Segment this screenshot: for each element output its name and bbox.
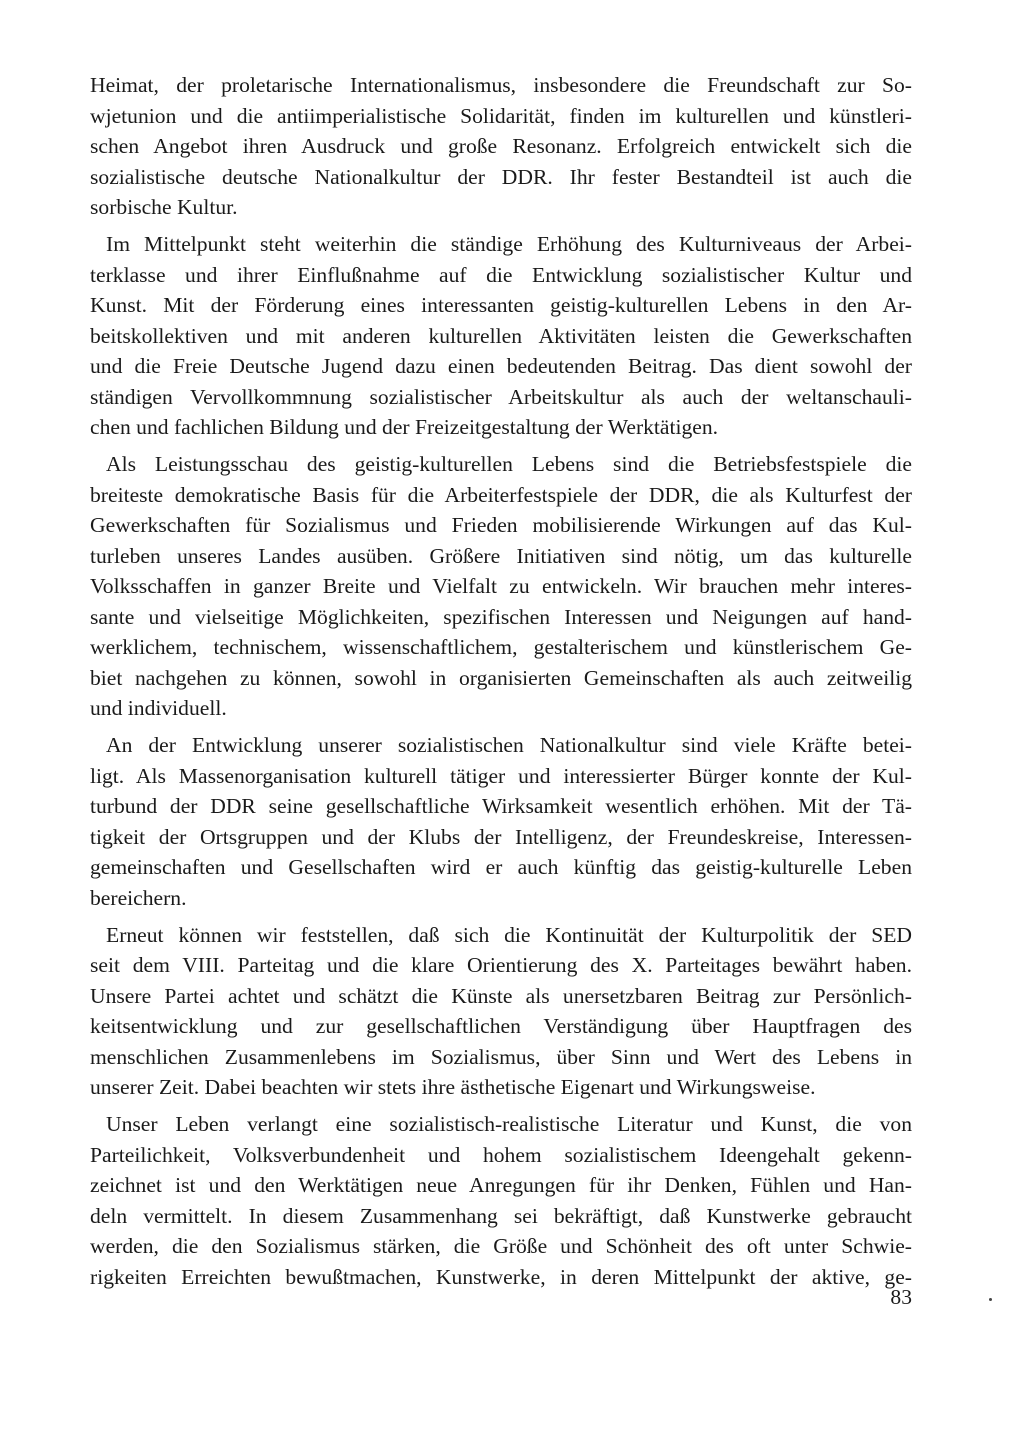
- text-line: biet nachgehen zu können, sowohl in organisierten Gemeinschaften als auch zeitweilig: [90, 665, 912, 690]
- text-line: terklasse und ihrer Einflußnahme auf die Entwicklung sozialistischer Kultur und: [90, 262, 912, 287]
- page-number: 83: [890, 1285, 912, 1309]
- paragraph: [90, 229, 912, 443]
- document-body: [90, 70, 912, 1292]
- paragraph: [90, 920, 912, 1103]
- text-line: turbund der DDR seine gesellschaftliche Wirksamkeit wesentlich erhöhen. Mit der Tä-: [90, 794, 912, 818]
- text-line: und die Freie Deutsche Jugend dazu einen bedeutenden Beitrag. Das dient sowohl der: [90, 354, 912, 378]
- text-line: An der Entwicklung unserer sozialistischen Nationalkultur sind viele Kräfte betei-: [106, 733, 912, 757]
- text-line: keitsentwicklung und zur gesellschaftlichen Verständigung über Hauptfragen des: [90, 1014, 912, 1038]
- paragraph: [90, 1109, 912, 1292]
- text-line: chen und fachlichen Bildung und der Freizeitgestaltung der Werktätigen.: [90, 415, 719, 439]
- text-line: bereichern.: [90, 885, 187, 910]
- text-line: gemeinschaften und Gesellschaften wird er auch künftig das geistig-kulturelle Leben: [90, 855, 912, 879]
- text-line: werklichem, technischem, wissenschaftlichem, gestalterischem und künstlerischem Ge-: [90, 635, 912, 659]
- text-line: unserer Zeit. Dabei beachten wir stets ihre ästhetische Eigenart und Wirkungsweise.: [90, 1075, 816, 1099]
- text-line: Im Mittelpunkt steht weiterhin die ständige Erhöhung des Kulturniveaus der Arbei-: [106, 232, 912, 256]
- text-line: ligt. Als Massenorganisation kulturell tätiger und interessierter Bürger konnte der Kul-: [90, 763, 912, 788]
- text-line: schen Angebot ihren Ausdruck und große Resonanz. Erfolgreich entwickelt sich die: [90, 134, 912, 158]
- text-line: sozialistische deutsche Nationalkultur der DDR. Ihr fester Bestandteil ist auch die: [90, 164, 912, 189]
- text-line: sante und vielseitige Möglichkeiten, spezifischen Interessen und Neigungen auf hand-: [90, 604, 912, 629]
- text-line: seit dem VIII. Parteitag und die klare Orientierung des X. Parteitages bewährt haben.: [90, 953, 912, 977]
- text-line: werden, die den Sozialismus stärken, die Größe und Schönheit des oft unter Schwie-: [90, 1234, 912, 1258]
- text-line: menschlichen Zusammenlebens im Sozialismus, über Sinn und Wert des Lebens in: [90, 1044, 912, 1069]
- text-line: rigkeiten Erreichten bewußtmachen, Kunstwerke, in deren Mittelpunkt der aktive, ge-: [90, 1264, 912, 1289]
- text-line: Unsere Partei achtet und schätzt die Künste als unersetzbaren Beitrag zur Persönlich-: [90, 983, 912, 1008]
- text-line: und individuell.: [90, 696, 227, 720]
- text-line: breiteste demokratische Basis für die Arbeiterfestspiele der DDR, die als Kulturfest der: [90, 482, 912, 507]
- paragraph: [90, 449, 912, 724]
- text-line: Kunst. Mit der Förderung eines interessanten geistig-kulturellen Lebens in den Ar-: [90, 293, 912, 317]
- text-line: zeichnet ist und den Werktätigen neue Anregungen für ihr Denken, Fühlen und Han-: [90, 1173, 912, 1197]
- text-line: beitskollektiven und mit anderen kulturellen Aktivitäten leisten die Gewerkschaften: [90, 323, 912, 348]
- text-line: turleben unseres Landes ausüben. Größere Initiativen sind nötig, um das kulturelle: [90, 543, 912, 568]
- paragraph: [90, 730, 912, 913]
- text-line: tigkeit der Ortsgruppen und der Klubs der Intelligenz, der Freundeskreise, Interessen-: [90, 824, 912, 849]
- text-line: Parteilichkeit, Volksverbundenheit und hohem sozialistischem Ideengehalt gekenn-: [90, 1142, 912, 1167]
- text-line: Volksschaffen in ganzer Breite und Vielfalt zu entwickeln. Wir brauchen mehr interes-: [90, 574, 912, 598]
- margin-mark: [989, 1298, 992, 1301]
- text-line: Unser Leben verlangt eine sozialistisch-realistische Literatur und Kunst, die von: [106, 1112, 912, 1136]
- text-line: deln vermittelt. In diesem Zusammenhang sei bekräftigt, daß Kunstwerke gebraucht: [90, 1203, 912, 1228]
- text-line: Gewerkschaften für Sozialismus und Frieden mobilisierende Wirkungen auf das Kul-: [90, 513, 912, 537]
- text-line: ständigen Vervollkommnung sozialistischer Arbeitskultur als auch der weltanschauli-: [90, 384, 912, 409]
- text-line: Als Leistungsschau des geistig-kulturellen Lebens sind die Betriebsfestspiele die: [106, 452, 912, 476]
- text-line: wjetunion und die antiimperialistische Solidarität, finden im kulturellen und künstleri-: [90, 103, 912, 128]
- paragraph: [90, 70, 912, 223]
- text-line: Erneut können wir feststellen, daß sich die Kontinuität der Kulturpolitik der SED: [106, 922, 912, 947]
- text-line: sorbische Kultur.: [90, 195, 238, 219]
- text-line: Heimat, der proletarische Internationalismus, insbesondere die Freundschaft zur So-: [90, 73, 912, 97]
